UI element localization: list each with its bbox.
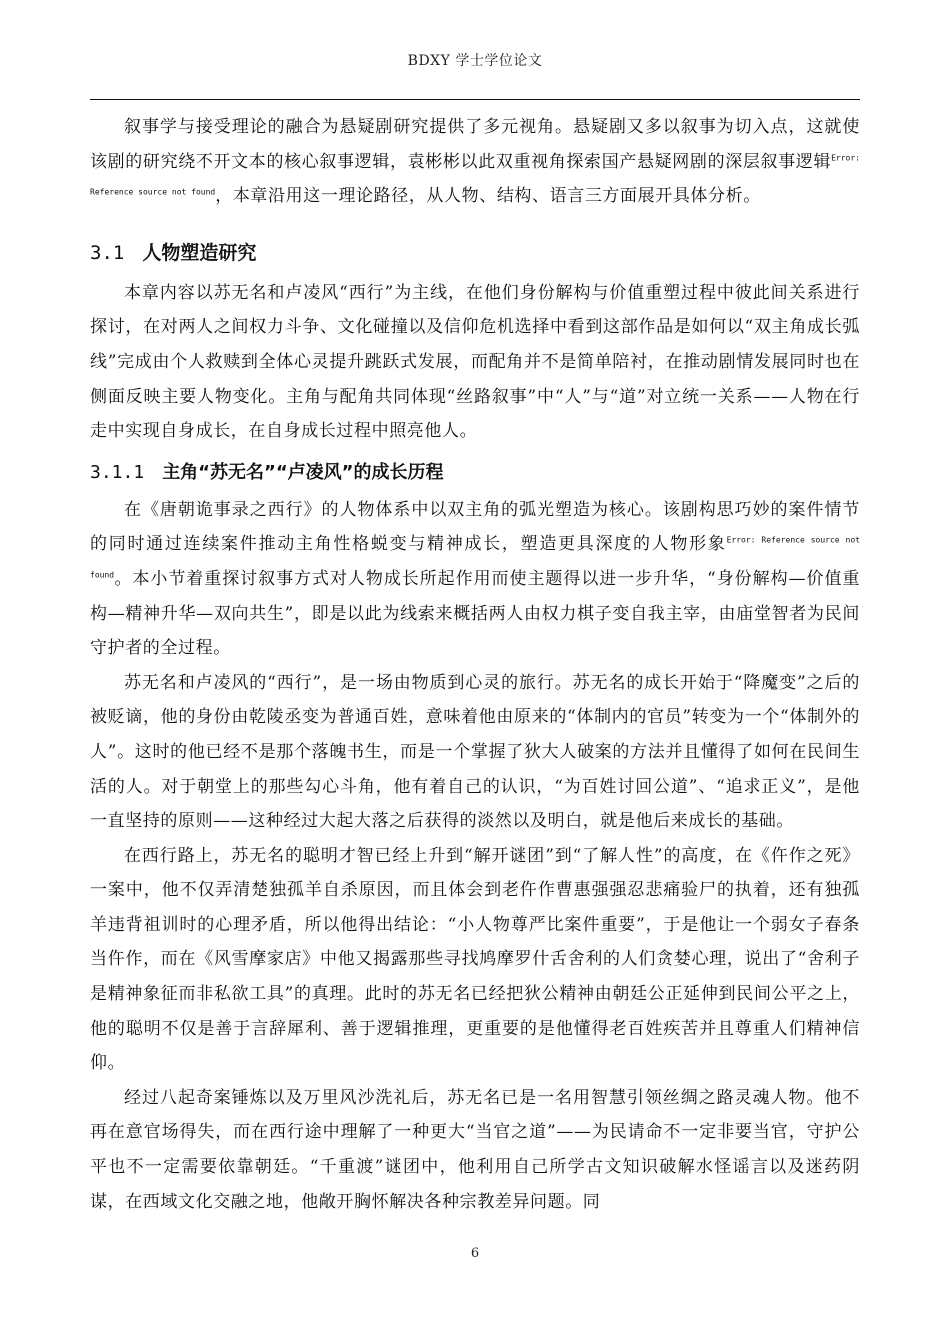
subsection-title: 主角“苏无名”“卢凌风”的成长历程 bbox=[162, 461, 444, 483]
reference-error-note: Error: Reference source not found bbox=[90, 152, 860, 197]
section-heading-3-1 bbox=[90, 236, 860, 270]
page-body bbox=[90, 110, 860, 1219]
page-number: 6 bbox=[470, 1246, 480, 1261]
paragraph-1-text-2: 。本小节着重探讨叙事方式对人物成长所起作用而使主题得以进一步升华，“身份解构—价值重构—精神升华—双向共生”，即是以此为线索来概括两人由权力棋子变自我主宰，由庙堂智者为民间守护者的全过程。 bbox=[90, 568, 860, 659]
paragraph-1-text-1: 在《唐朝诡事录之西行》的人物体系中以双主角的弧光塑造为核心。该剧构思巧妙的案件情节的同时通过连续案件推动主角性格蜕变与精神成长，塑造更具深度的人物形象 bbox=[90, 499, 860, 555]
subsection-paragraph-3: 在西行路上，苏无名的聪明才智已经上升到“解开谜团”到“了解人性”的高度，在《仵作之死》一案中，他不仅弄清楚独孤羊自杀原因，而且体会到老仵作曹惠强强忍悲痛验尸的执着，还有独孤羊违背祖训时的心理矛盾，所以他得出结论：“小人物尊严比案件重要”，于是他让一个弱女子春条当仵作，而在《风雪摩家店》中他又揭露那些寻找鸠摩罗什舌舍利的人们贪婪心理，说出了“舍利子是精神象征而非私欲工具”的真理。此时的苏无名已经把狄公精神由朝廷公正延伸到民间公平之上，他的聪明不仅是善于言辞犀利、善于逻辑推理，更重要的是他懂得老百姓疾苦并且尊重人们精神信仰。 bbox=[90, 845, 860, 1074]
section-number: 3.1 bbox=[90, 241, 125, 264]
section-title: 人物塑造研究 bbox=[142, 241, 257, 264]
intro-text-2: ，本章沿用这一理论路径，从人物、结构、语言三方面展开具体分析。 bbox=[215, 186, 761, 207]
reference-error-note: Error: Reference source not found bbox=[90, 535, 860, 580]
intro-paragraph bbox=[90, 110, 860, 214]
section-3-1-paragraph: 本章内容以苏无名和卢凌风“西行”为主线，在他们身份解构与价值重塑过程中彼此间关系进行探讨，在对两人之间权力斗争、文化碰撞以及信仰危机选择中看到这部作品是如何以“双主角成长弧线”完成由个人救赎到全体心灵提升跳跃式发展，而配角并不是简单陪衬，在推动剧情发展同时也在侧面反映主要人物变化。主角与配角共同体现“丝路叙事”中“人”与“道”对立统一关系——人物在行走中实现自身成长，在自身成长过程中照亮他人。 bbox=[90, 282, 860, 442]
running-header: BDXY 学士学位论文 bbox=[407, 53, 543, 69]
subsection-paragraph-2: 苏无名和卢凌风的“西行”，是一场由物质到心灵的旅行。苏无名的成长开始于“降魔变”之后的被贬谪，他的身份由乾陵丞变为普通百姓，意味着他由原来的“体制内的官员”转变为一个“体制外的人”。这时的他已经不是那个落魄书生，而是一个掌握了狄大人破案的方法并且懂得了如何在民间生活的人。对于朝堂上的那些勾心斗角，他有着自己的认识，“为百姓讨回公道”、“追求正义”，是他一直坚持的原则——这种经过大起大落之后获得的淡然以及明白，就是他后来成长的基础。 bbox=[90, 672, 860, 832]
intro-text-1: 叙事学与接受理论的融合为悬疑剧研究提供了多元视角。悬疑剧又多以叙事为切入点，这就使该剧的研究绕不开文本的核心叙事逻辑，袁彬彬以此双重视角探索国产悬疑网剧的深层叙事逻辑 bbox=[90, 117, 860, 172]
header-rule bbox=[90, 99, 860, 100]
subsection-number: 3.1.1 bbox=[90, 461, 145, 483]
subsection-heading-3-1-1 bbox=[90, 457, 860, 489]
subsection-paragraph-1 bbox=[90, 493, 860, 666]
subsection-paragraph-4: 经过八起奇案锤炼以及万里风沙洗礼后，苏无名已是一名用智慧引领丝绸之路灵魂人物。他不再在意官场得失，而在西行途中理解了一种更大“当官之道”——为民请命不一定非要当官，守护公平也不一定需要依靠朝廷。“千重渡”谜团中，他利用自己所学古文知识破解水怪谣言以及迷药阴谋，在西域文化交融之地，他敞开胸怀解决各种宗教差异问题。同 bbox=[90, 1087, 860, 1212]
